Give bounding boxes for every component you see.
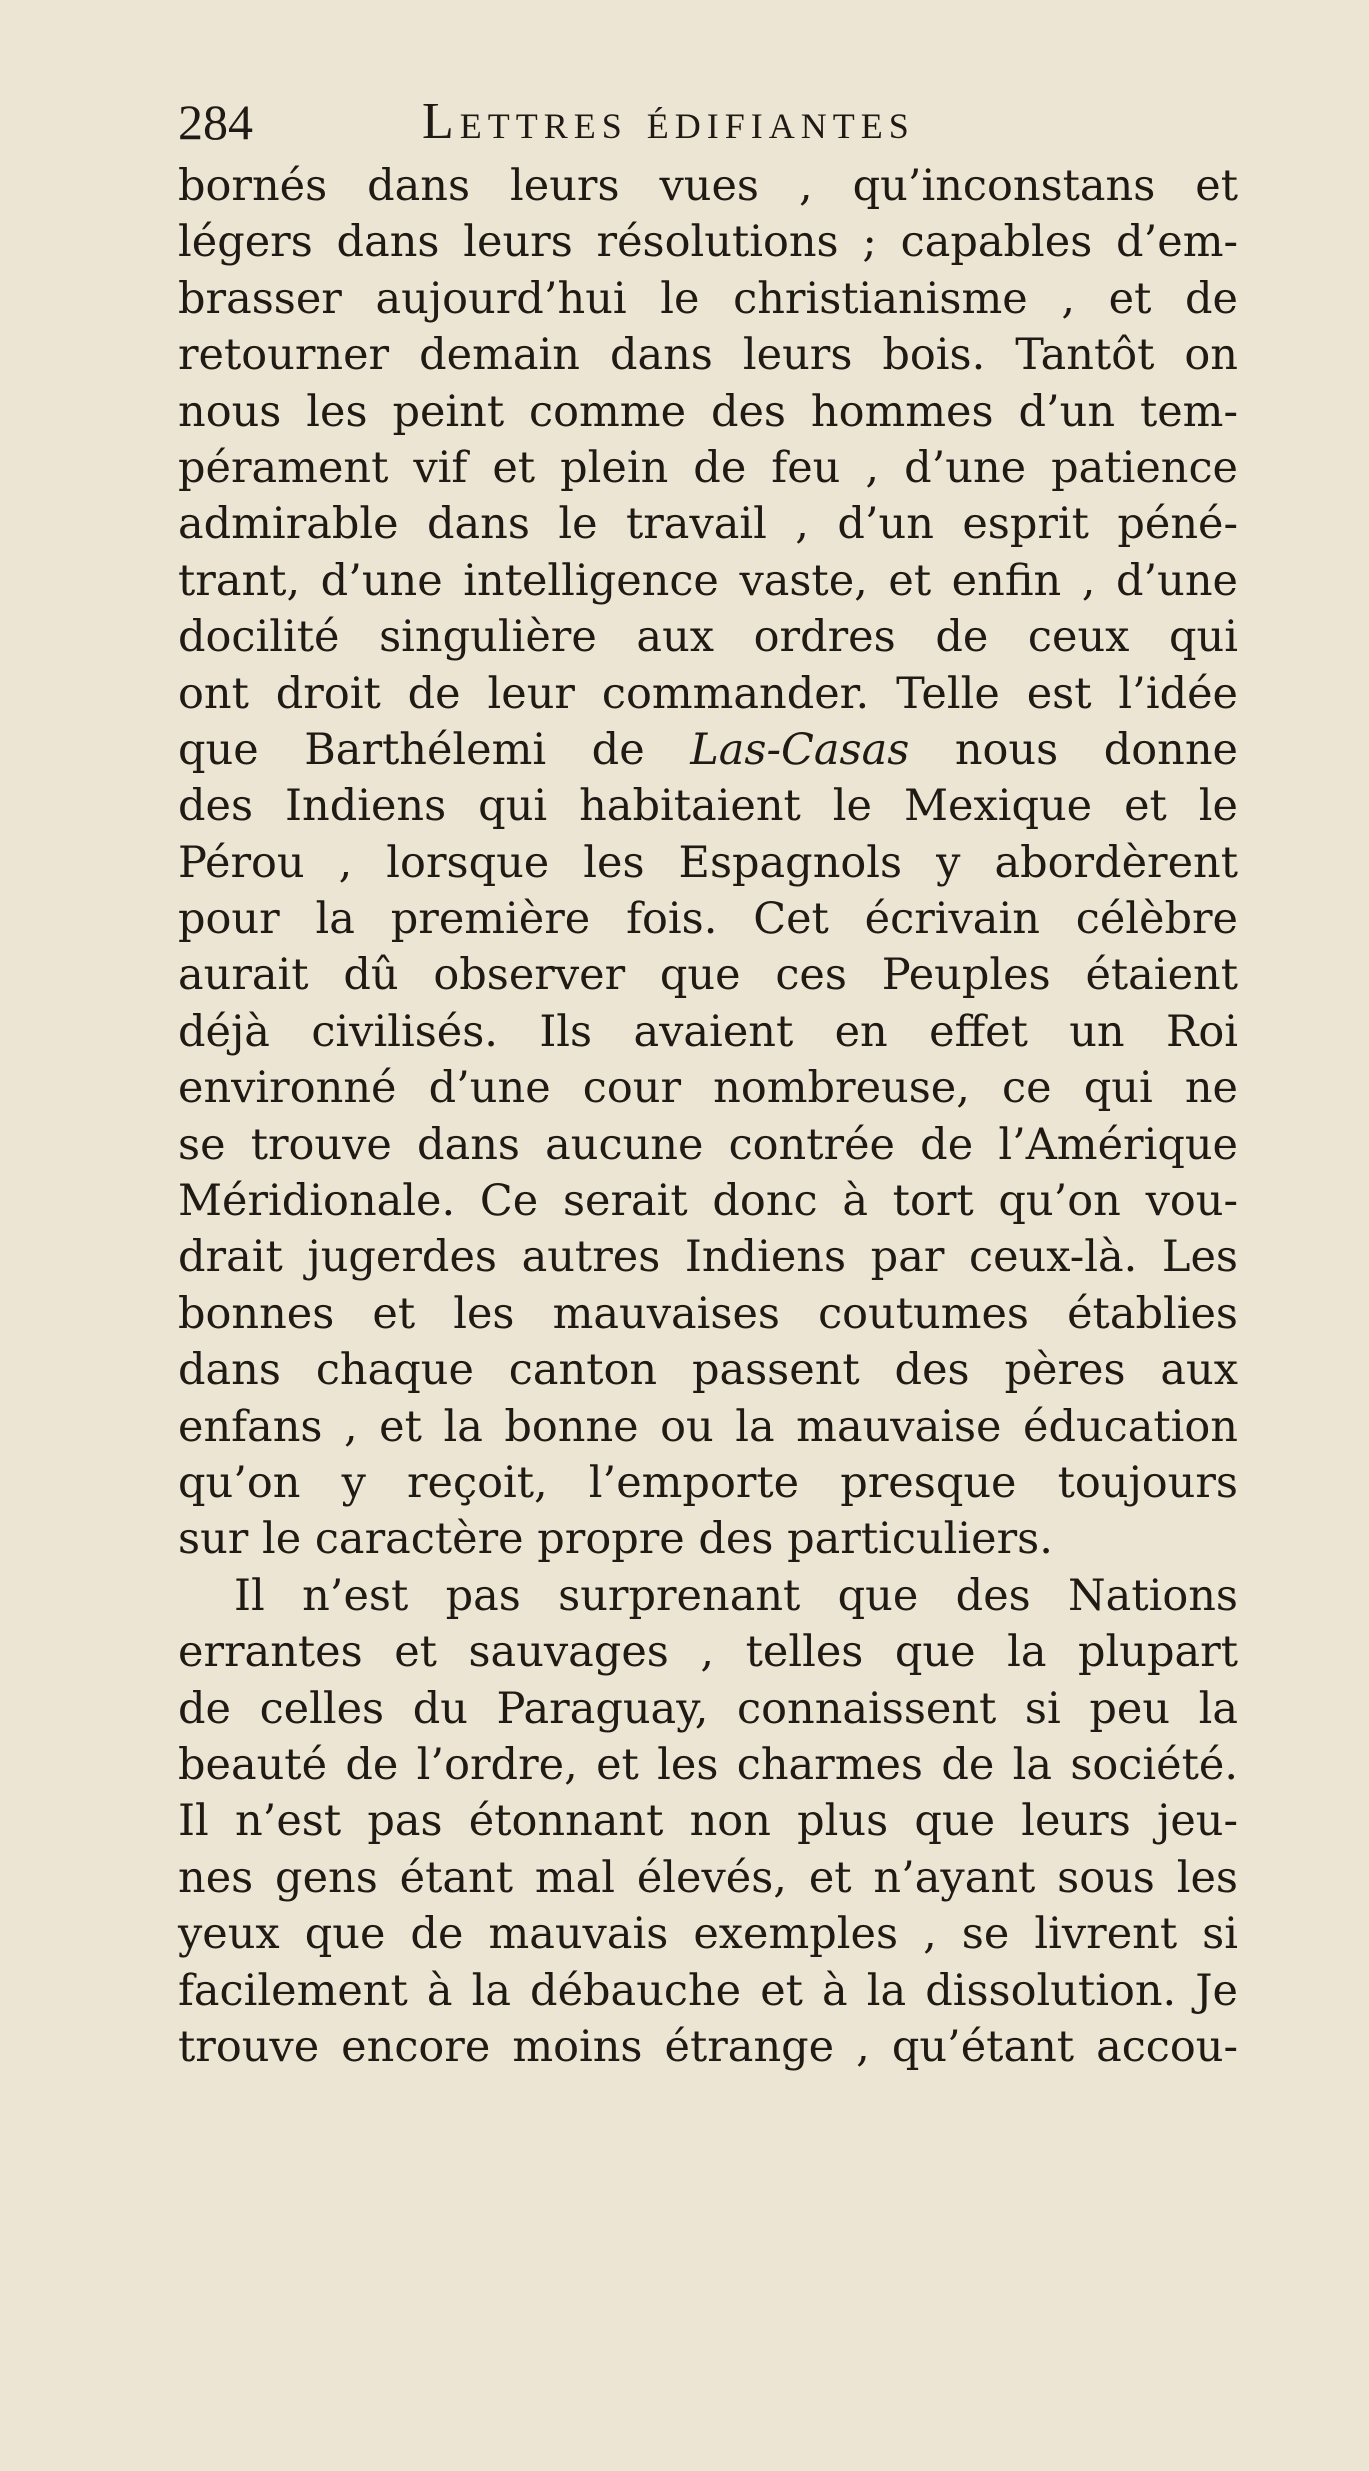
text-line: dans chaque canton passent des pères aux: [178, 1345, 1238, 1396]
text-line: aurait dû observer que ces Peuples étaient: [178, 950, 1238, 1001]
text-line-with-italic-name: [178, 722, 1238, 778]
text-line: nous les peint comme des hommes d’un tem-: [178, 386, 1238, 437]
text-line: errantes et sauvages , telles que la plupart: [178, 1627, 1238, 1678]
text-line: déjà civilisés. Ils avaient en effet un Roi: [178, 1006, 1238, 1057]
paragraph-start-line: Il n’est pas surprenant que des Nations: [234, 1570, 1238, 1621]
text-line: drait jugerdes autres Indiens par ceux-là. Les: [178, 1232, 1238, 1283]
text-line: qu’on y reçoit, l’emporte presque toujours: [178, 1457, 1238, 1508]
text-line: nes gens étant mal élevés, et n’ayant sous les: [178, 1852, 1238, 1903]
text-line: pérament vif et plein de feu , d’une patience: [178, 442, 1238, 493]
text-line: enfans , et la bonne ou la mauvaise éducation: [178, 1401, 1238, 1452]
text-line: ont droit de leur commander. Telle est l’idée: [178, 668, 1238, 719]
text-line: Il n’est pas étonnant non plus que leurs jeu-: [178, 1796, 1238, 1847]
text-line: admirable dans le travail , d’un esprit péné-: [178, 499, 1238, 550]
text-line: légers dans leurs résolutions ; capables d’em-: [178, 217, 1238, 268]
text-line: des Indiens qui habitaient le Mexique et le: [178, 781, 1238, 832]
page-number: 284: [178, 94, 253, 150]
text-line: environné d’une cour nombreuse, ce qui ne: [178, 1063, 1238, 1114]
text-line: beauté de l’ordre, et les charmes de la société.: [178, 1739, 1238, 1790]
running-title: Lettres édifiantes: [422, 93, 915, 150]
paragraph-end-line: sur le caractère propre des particuliers.: [178, 1514, 1053, 1565]
text-segment: nous donne: [909, 724, 1238, 775]
text-line: Pérou , lorsque les Espagnols y abordèrent: [178, 837, 1238, 888]
text-line: de celles du Paraguay, connaissent si peu la: [178, 1683, 1238, 1734]
text-line: docilité singulière aux ordres de ceux qui: [178, 612, 1238, 663]
text-line: brasser aujourd’hui le christianisme , et de: [178, 273, 1238, 324]
text-line: Méridionale. Ce serait donc à tort qu’on vou-: [178, 1176, 1238, 1227]
text-line: facilement à la débauche et à la dissolution. Je: [178, 1965, 1238, 2016]
text-line: trouve encore moins étrange , qu’étant accou-: [178, 2021, 1238, 2072]
body-text: [178, 158, 1238, 2208]
text-line: trant, d’une intelligence vaste, et enfin , d’une: [178, 555, 1238, 606]
italic-author-name: Las-Casas: [690, 724, 910, 775]
text-line: bornés dans leurs vues , qu’inconstans et: [178, 161, 1238, 211]
text-line: bonnes et les mauvaises coutumes établies: [178, 1288, 1238, 1339]
text-segment: que Barthélemi de: [178, 724, 691, 775]
text-line: yeux que de mauvais exemples , se livrent si: [178, 1909, 1238, 1960]
text-line: pour la première fois. Cet écrivain célèbre: [178, 894, 1238, 945]
page-header: [178, 92, 1218, 152]
text-line: se trouve dans aucune contrée de l’Amérique: [178, 1119, 1238, 1170]
text-line: retourner demain dans leurs bois. Tantôt on: [178, 330, 1238, 381]
